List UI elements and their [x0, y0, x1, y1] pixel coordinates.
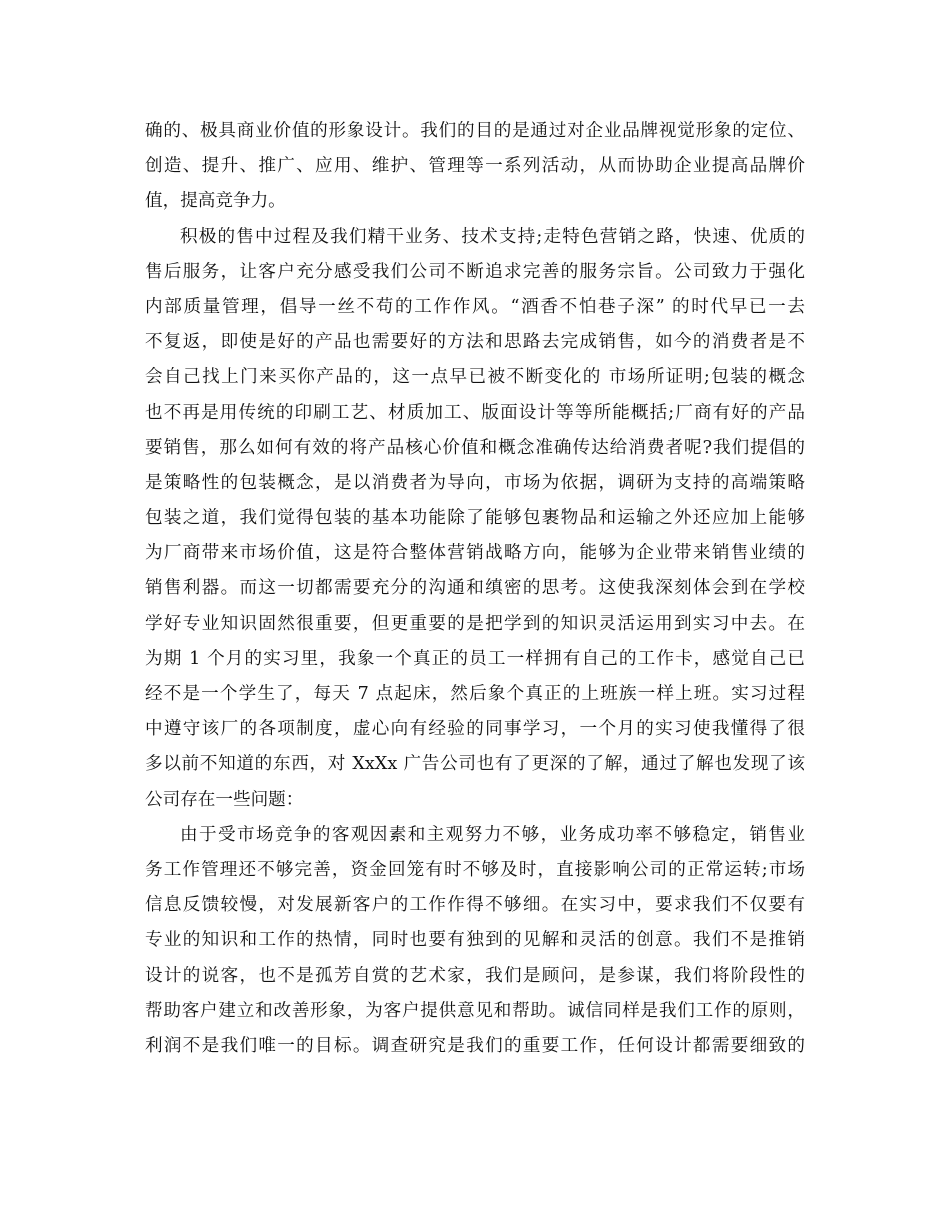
- text-line: 利润不是我们唯一的目标。调查研究是我们的重要工作，任何设计都需要细致的: [145, 1035, 805, 1056]
- text-line: 创造、提升、推广、应用、维护、管理等一系列活动，从而协助企业提高品牌价: [145, 156, 805, 177]
- text-line: 帮助客户建立和改善形象，为客户提供意见和帮助。诚信同样是我们工作的原则，: [145, 1000, 805, 1021]
- text-line: 多以前不知道的东西，对 XxXx 广告公司也有了更深的了解，通过了解也发现了该: [145, 754, 805, 775]
- text-line: 内部质量管理，倡导一丝不苟的工作作风。“酒香不怕巷子深” 的时代早已一去: [145, 296, 805, 317]
- text-line: 经不是一个学生了，每天 7 点起床，然后象个真正的上班族一样上班。实习过程: [145, 684, 805, 704]
- text-line: 积极的售中过程及我们精干业务、技术支持;走特色营销之路，快速、优质的: [180, 226, 805, 247]
- text-line: 不复返，即使是好的产品也需要好的方法和思路去完成销售，如今的消费者是不: [145, 332, 805, 353]
- text-line: 公司存在一些问题：: [145, 789, 304, 810]
- text-line: 为厂商带来市场价值，这是符合整体营销战略方向，能够为企业带来销售业绩的: [145, 543, 805, 564]
- text-line: 是策略性的包装概念，是以消费者为导向，市场为依据，调研为支持的高端策略: [145, 472, 805, 493]
- document-body: [145, 114, 805, 1064]
- text-line: 务工作管理还不够完善，资金回笼有时不够及时，直接影响公司的正常运转;市场: [145, 859, 805, 880]
- text-line: 学好专业知识固然很重要，但更重要的是把学到的知识灵活运用到实习中去。在: [145, 613, 805, 634]
- text-line: 售后服务，让客户充分感受我们公司不断追求完善的服务宗旨。公司致力于强化: [145, 261, 805, 282]
- text-line: 中遵守该厂的各项制度，虚心向有经验的同事学习，一个月的实习使我懂得了很: [145, 719, 805, 740]
- text-line: 要销售，那么如何有效的将产品核心价值和概念准确传达给消费者呢?我们提倡的: [145, 437, 805, 458]
- text-line: 销售利器。而这一切都需要充分的沟通和缜密的思考。这使我深刻体会到在学校: [145, 578, 805, 599]
- text-line: 为期 1 个月的实习里，我象一个真正的员工一样拥有自己的工作卡，感觉自己已: [145, 648, 805, 669]
- text-line: 设计的说客，也不是孤芳自赏的艺术家，我们是顾问，是参谋，我们将阶段性的: [145, 965, 805, 986]
- text-line: 确的、极具商业价值的形象设计。我们的目的是通过对企业品牌视觉形象的定位、: [145, 121, 805, 141]
- text-line: 包装之道，我们觉得包装的基本功能除了能够包裹物品和运输之外还应加上能够: [145, 508, 805, 529]
- text-line: 会自己找上门来买你产品的，这一点早已被不断变化的 市场所证明;包装的概念: [145, 367, 805, 388]
- text-line: 也不再是用传统的印刷工艺、材质加工、版面设计等等所能概括;厂商有好的产品: [145, 402, 805, 423]
- text-line: 由于受市场竞争的客观因素和主观努力不够，业务成功率不够稳定，销售业: [180, 824, 805, 845]
- text-line: 值，提高竞争力。: [145, 191, 286, 212]
- text-line: 专业的知识和工作的热情，同时也要有独到的见解和灵活的创意。我们不是推销: [145, 930, 805, 951]
- text-line: 信息反馈较慢，对发展新客户的工作作得不够细。在实习中，要求我们不仅要有: [145, 895, 805, 916]
